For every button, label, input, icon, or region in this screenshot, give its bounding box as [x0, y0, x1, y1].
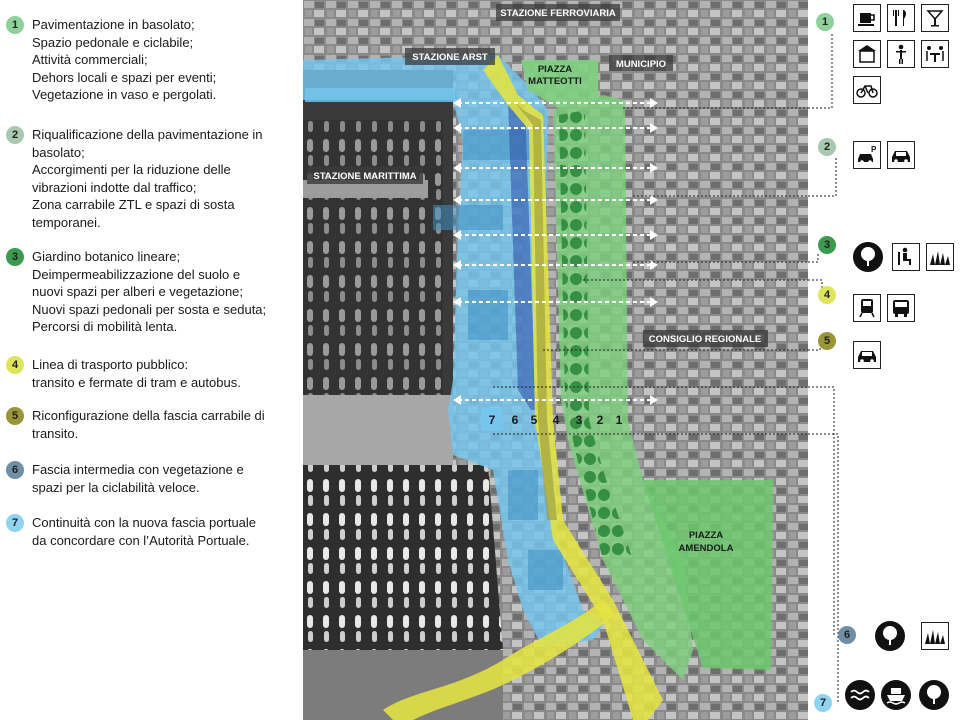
- legend-number-badge: 5: [6, 407, 24, 425]
- band-number-5: 5: [530, 413, 538, 427]
- legend-line: Vegetazione in vaso e pergolati.: [32, 87, 217, 102]
- tram-icon: [853, 294, 881, 322]
- legend-number-badge: 7: [6, 514, 24, 532]
- band-number-6: 6: [511, 413, 519, 427]
- legend-line: vibrazioni indotte dal traffico;: [32, 179, 197, 195]
- restaurant-icon: [887, 4, 915, 32]
- legend-panel: [0, 0, 302, 720]
- band-number-4: 4: [552, 413, 560, 427]
- icon-group-number-4: 4: [818, 286, 836, 304]
- bus-icon: [887, 294, 915, 322]
- legend-line: basolato;: [32, 144, 85, 160]
- legend-line: Giardino botanico lineare;: [32, 249, 181, 264]
- legend-line: Fascia intermedia con vegetazione e: [32, 462, 244, 477]
- aerial-map: [303, 0, 808, 720]
- dehors-table-icon: [921, 40, 949, 68]
- icon-group-number-2: 2: [818, 138, 836, 156]
- legend-line: Zona carrabile ZTL e spazi di sosta: [32, 197, 235, 212]
- svg-text:P: P: [871, 145, 877, 154]
- label-piazza-amendola: AMENDOLA: [678, 543, 734, 554]
- car-icon: [853, 341, 881, 369]
- label-piazza-matteotti: MATTEOTTI: [528, 76, 582, 87]
- band-number-3: 3: [575, 413, 583, 427]
- icon-group-number-1: 1: [816, 13, 834, 31]
- icon-group-number-7: 7: [814, 694, 832, 712]
- band-number-2: 2: [596, 413, 604, 427]
- legend-number-badge: 2: [6, 126, 24, 144]
- legend-line: Nuovi spazi pedonali per sosta e seduta;: [32, 301, 267, 317]
- legend-number-badge: 1: [6, 16, 24, 34]
- parking-car-icon: [853, 141, 881, 169]
- legend-line: Accorgimenti per la riduzione delle: [32, 162, 231, 177]
- event-performer-icon: [887, 40, 915, 68]
- water-waves-icon: [845, 680, 875, 710]
- bracket-lines: [808, 0, 960, 720]
- pier: [303, 395, 453, 465]
- tree-icon: [919, 680, 949, 710]
- legend-line: Riconfigurazione della fascia carrabile di: [32, 408, 265, 423]
- pavilion: [528, 550, 563, 590]
- bar-icon: [921, 4, 949, 32]
- vegetation-grass-icon: [926, 243, 954, 271]
- harbour-boats-north: [303, 120, 443, 400]
- label-piazza-amendola: PIAZZA: [688, 530, 724, 541]
- harbour-boats: [303, 465, 503, 650]
- band-number-1: 1: [615, 413, 623, 427]
- band-number-7: 7: [488, 413, 496, 427]
- legend-line: Linea di trasporto pubblico:: [32, 357, 189, 372]
- label-municipio: MUNICIPIO: [615, 59, 667, 70]
- legend-line: temporanei.: [32, 214, 101, 230]
- icon-panel: [808, 0, 960, 720]
- pavilion: [468, 290, 508, 340]
- port-band-7: [305, 88, 455, 102]
- legend-line: Spazio pedonale e ciclabile;: [32, 34, 194, 50]
- legend-line: Pavimentazione in basolato;: [32, 17, 195, 32]
- legend-number-badge: 3: [6, 248, 24, 266]
- legend-line: nuovi spazi per alberi e vegetazione;: [32, 284, 244, 299]
- tree-icon: [853, 242, 883, 272]
- legend-number-badge: 4: [6, 356, 24, 374]
- legend-line: Dehors locali e spazi per eventi;: [32, 69, 217, 85]
- car-icon: [887, 141, 915, 169]
- market-stall-icon: [853, 40, 881, 68]
- pavilion: [508, 470, 538, 520]
- icon-group-number-3: 3: [818, 236, 836, 254]
- tree-icon: [875, 621, 905, 651]
- bench-seating-icon: [892, 243, 920, 271]
- label-piazza-matteotti: PIAZZA: [537, 64, 573, 75]
- ferry-boat-icon: [881, 680, 911, 710]
- legend-line: Attività commerciali;: [32, 52, 148, 67]
- pavilion: [433, 205, 503, 230]
- legend-line: Percorsi di mobilità lenta.: [32, 319, 178, 334]
- legend-number-badge: 6: [6, 461, 24, 479]
- legend-line: transito.: [32, 425, 79, 441]
- vegetation-grass-icon: [921, 622, 949, 650]
- icon-group-number-6: 6: [838, 626, 856, 644]
- legend-line: Riqualificazione della pavimentazione in: [32, 127, 263, 142]
- legend-line: spazi per la ciclabilità veloce.: [32, 479, 200, 495]
- legend-line: transito e fermate di tram e autobus.: [32, 374, 241, 390]
- label-stazione-ferroviaria: STAZIONE FERROVIARIA: [500, 8, 616, 19]
- bicycle-icon: [853, 76, 881, 104]
- legend-line: Continuità con la nuova fascia portuale: [32, 515, 257, 530]
- cafe-icon: [853, 4, 881, 32]
- label-stazione-arst: STAZIONE ARST: [412, 52, 488, 63]
- legend-line: Deimpermeabilizzazione del suolo e: [32, 266, 241, 282]
- legend-line: da concordare con l’Autorità Portuale.: [32, 532, 250, 548]
- icon-group-number-5: 5: [818, 332, 836, 350]
- label-consiglio-regionale: CONSIGLIO REGIONALE: [648, 334, 762, 345]
- label-stazione-marittima: STAZIONE MARITTIMA: [313, 171, 417, 182]
